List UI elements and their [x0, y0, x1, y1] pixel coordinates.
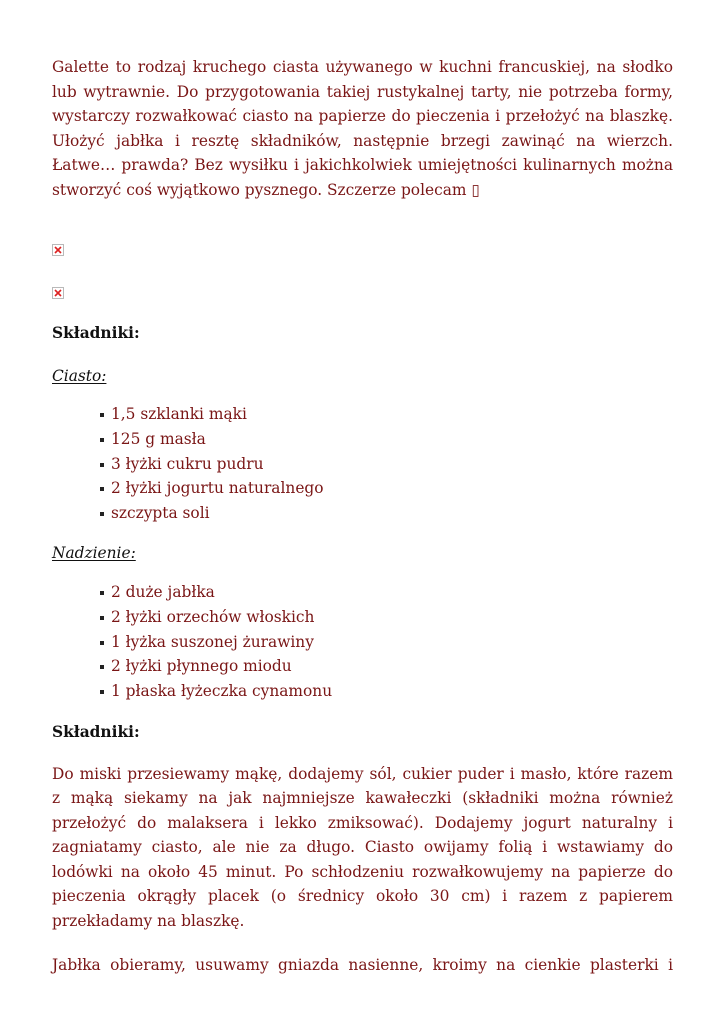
- preparation-paragraph: Jabłka obieramy, usuwamy gniazda nasienne, kroimy na cienkie plasterki i: [52, 956, 673, 975]
- list-item: 1 płaska łyżeczka cynamonu: [100, 679, 673, 704]
- dough-ingredient-list: [52, 402, 673, 526]
- list-item: 2 łyżki orzechów włoskich: [100, 605, 673, 630]
- list-item: 2 duże jabłka: [100, 580, 673, 605]
- filling-ingredient-list: [52, 580, 673, 704]
- list-item: 2 łyżki płynnego miodu: [100, 654, 673, 679]
- list-item: 1,5 szklanki mąki: [100, 402, 673, 427]
- intro-text: Galette to rodzaj kruchego ciasta używanego w kuchni francuskiej, na słodko lub wytrawnie. Do przygotowania takiej rustykalnej tarty, nie potrzeba formy, wystarczy rozwałkować ciasto na papierze do pieczenia i przełożyć na blaszkę. Ułożyć jabłka i resztę składników, następnie brzegi zawinąć na wierzch. Łatwe… prawda? Bez wysiłku i jakichkolwiek umiejętności kulinarnych można stworzyć coś wyjątkowo pysznego. Szczerze polecam: [52, 58, 673, 199]
- filling-subheading: Nadzienie:: [52, 543, 136, 562]
- list-item: 3 łyżki cukru pudru: [100, 452, 673, 477]
- list-item: 1 łyżka suszonej żurawiny: [100, 630, 673, 655]
- intro-paragraph: [52, 55, 673, 202]
- ingredients-heading: Składniki:: [52, 324, 140, 342]
- broken-image-icon: [52, 244, 64, 256]
- broken-image-icon: [52, 287, 64, 299]
- list-item: 2 łyżki jogurtu naturalnego: [100, 476, 673, 501]
- list-item: 125 g masła: [100, 427, 673, 452]
- preparation-heading: Składniki:: [52, 722, 140, 741]
- dough-subheading: Ciasto:: [52, 367, 107, 385]
- emoji-glyph: ▯: [471, 180, 480, 199]
- preparation-paragraph: Do miski przesiewamy mąkę, dodajemy sól, cukier puder i masło, które razem z mąką siekamy na jak najmniejsze kawałeczki (składniki można również przełożyć do malaksera i lekko zmiksować). Dodajemy jogurt naturalny i zagniatamy ciasto, ale nie za długo. Ciasto owijamy folią i wstawiamy do lodówki na około 45 minut. Po schłodzeniu rozwałkowujemy na papierze do pieczenia okrągły placek (o średnicy około 30 cm) i razem z papierem przekładamy na blaszkę.: [52, 764, 673, 930]
- article: [52, 55, 673, 978]
- list-item: szczypta soli: [100, 501, 673, 526]
